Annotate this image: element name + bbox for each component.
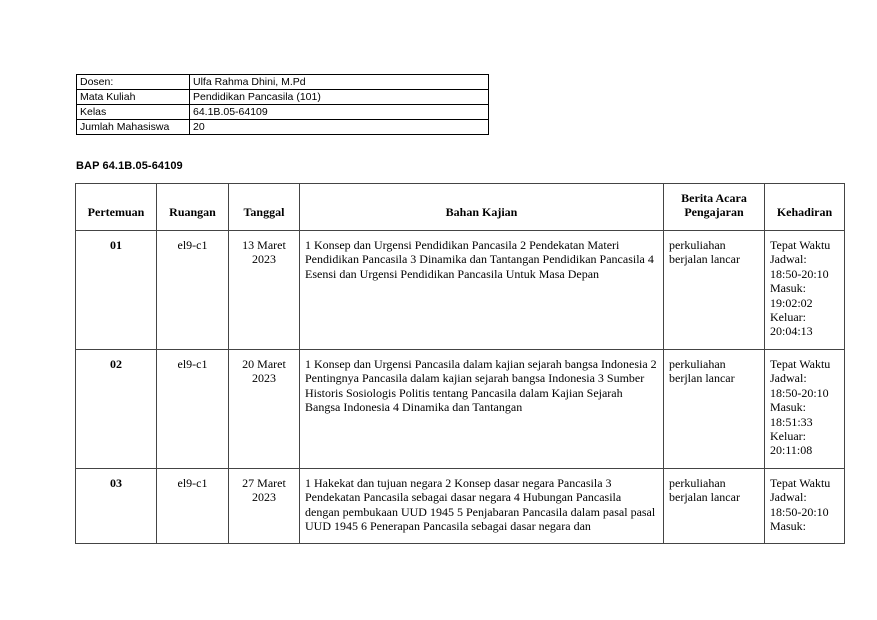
kehadiran-jadwal: 18:50-20:10 [770,385,829,400]
cell-kehadiran [765,231,845,350]
kehadiran-keluar: 20:11:08 [770,443,813,458]
bap-table [75,183,845,544]
tanggal-day-month: 20 Maret [242,357,286,371]
header-kehadiran: Kehadiran [765,184,845,231]
table-row [76,350,845,469]
header-berita-acara [664,184,765,231]
cell-berita-acara: perkuliahan berjalan lancar [664,231,765,350]
header-bahan-kajian: Bahan Kajian [300,184,664,231]
cell-pertemuan: 02 [76,350,157,469]
kehadiran-status: Tepat Waktu [770,357,831,371]
tanggal-year: 2023 [252,371,276,386]
header-pertemuan: Pertemuan [76,184,157,231]
kehadiran-jadwal: 18:50-20:10 [770,266,829,281]
kehadiran-masuk: 19:02:02 [770,295,813,310]
cell-ruangan: el9-c1 [157,231,229,350]
table-row [76,231,845,350]
kehadiran-status: Tepat Waktu [770,238,831,252]
tanggal-year: 2023 [252,252,276,267]
cell-ruangan: el9-c1 [157,350,229,469]
info-row-jumlah-mahasiswa [77,120,489,135]
header-berita-line2: Pengajaran [684,205,744,219]
table-row [76,469,845,544]
cell-bahan-kajian [300,469,664,544]
kehadiran-masuk-label: Masuk: [770,400,806,415]
cell-tanggal [229,469,300,544]
cell-pertemuan: 01 [76,231,157,350]
kehadiran-keluar-label: Keluar: [770,310,806,325]
kehadiran-status: Tepat Waktu [770,476,831,490]
info-label: Mata Kuliah [77,90,190,105]
bap-title: BAP 64.1B.05-64109 [76,160,183,172]
cell-berita-acara: perkuliahan berjalan lancar [664,469,765,544]
kehadiran-masuk-label: Masuk: [770,519,806,534]
kehadiran-jadwal-label: Jadwal: [770,490,807,505]
kehadiran-jadwal-label: Jadwal: [770,252,807,267]
tanggal-day-month: 27 Maret [242,476,286,490]
header-tanggal: Tanggal [229,184,300,231]
cell-kehadiran [765,350,845,469]
cell-tanggal [229,231,300,350]
cell-bahan-kajian: 1 Konsep dan Urgensi Pendidikan Pancasila 2 Pendekatan Materi Pendidikan Pancasila 3 Dinamika dan Tantangan Pendidikan Pancasila 4 Esensi dan Urgensi Pendidikan Pancasila Untuk Masa Depan [300,231,664,350]
course-info-table [76,74,489,135]
info-label: Jumlah Mahasiswa [77,120,190,135]
info-row-mata-kuliah [77,90,489,105]
info-value: 20 [190,120,489,135]
kehadiran-jadwal-label: Jadwal: [770,371,807,386]
header-ruangan: Ruangan [157,184,229,231]
info-row-kelas [77,105,489,120]
info-value: Pendidikan Pancasila (101) [190,90,489,105]
kehadiran-masuk-label: Masuk: [770,281,806,296]
tanggal-day-month: 13 Maret [242,238,286,252]
table-header-row [76,184,845,231]
info-row-dosen [77,75,489,90]
header-berita-line1: Berita Acara [681,191,747,205]
kehadiran-keluar-label: Keluar: [770,429,806,444]
cell-bahan-kajian: 1 Konsep dan Urgensi Pancasila dalam kajian sejarah bangsa Indonesia 2 Pentingnya Pancasila dalam kajian sejarah bangsa Indonesia 3 Sumber Historis Sosiologis Politis tentang Pancasila dalam Kajian Sejarah Bangsa Indonesia 4 Dinamika dan Tantangan [300,350,664,469]
info-value: Ulfa Rahma Dhini, M.Pd [190,75,489,90]
bahan-kajian-text: 1 Hakekat dan tujuan negara 2 Konsep dasar negara Pancasila 3 Pendekatan Pancasila sebagai dasar negara 4 Hubungan Pancasila dengan pembukaan UUD 1945 5 Penjabaran Pancasila dalam pasal pasal UUD 1945 6 Penerapan Pancasila sebagai dasar negara dan [305,476,656,534]
info-value: 64.1B.05-64109 [190,105,489,120]
cell-pertemuan: 03 [76,469,157,544]
info-label: Kelas [77,105,190,120]
tanggal-year: 2023 [252,490,276,505]
kehadiran-keluar: 20:04:13 [770,324,813,339]
cell-tanggal [229,350,300,469]
cell-kehadiran [765,469,845,544]
kehadiran-jadwal: 18:50-20:10 [770,504,829,519]
info-label: Dosen: [77,75,190,90]
kehadiran-masuk: 18:51:33 [770,414,813,429]
cell-ruangan: el9-c1 [157,469,229,544]
cell-berita-acara: perkuliahan berjlan lancar [664,350,765,469]
